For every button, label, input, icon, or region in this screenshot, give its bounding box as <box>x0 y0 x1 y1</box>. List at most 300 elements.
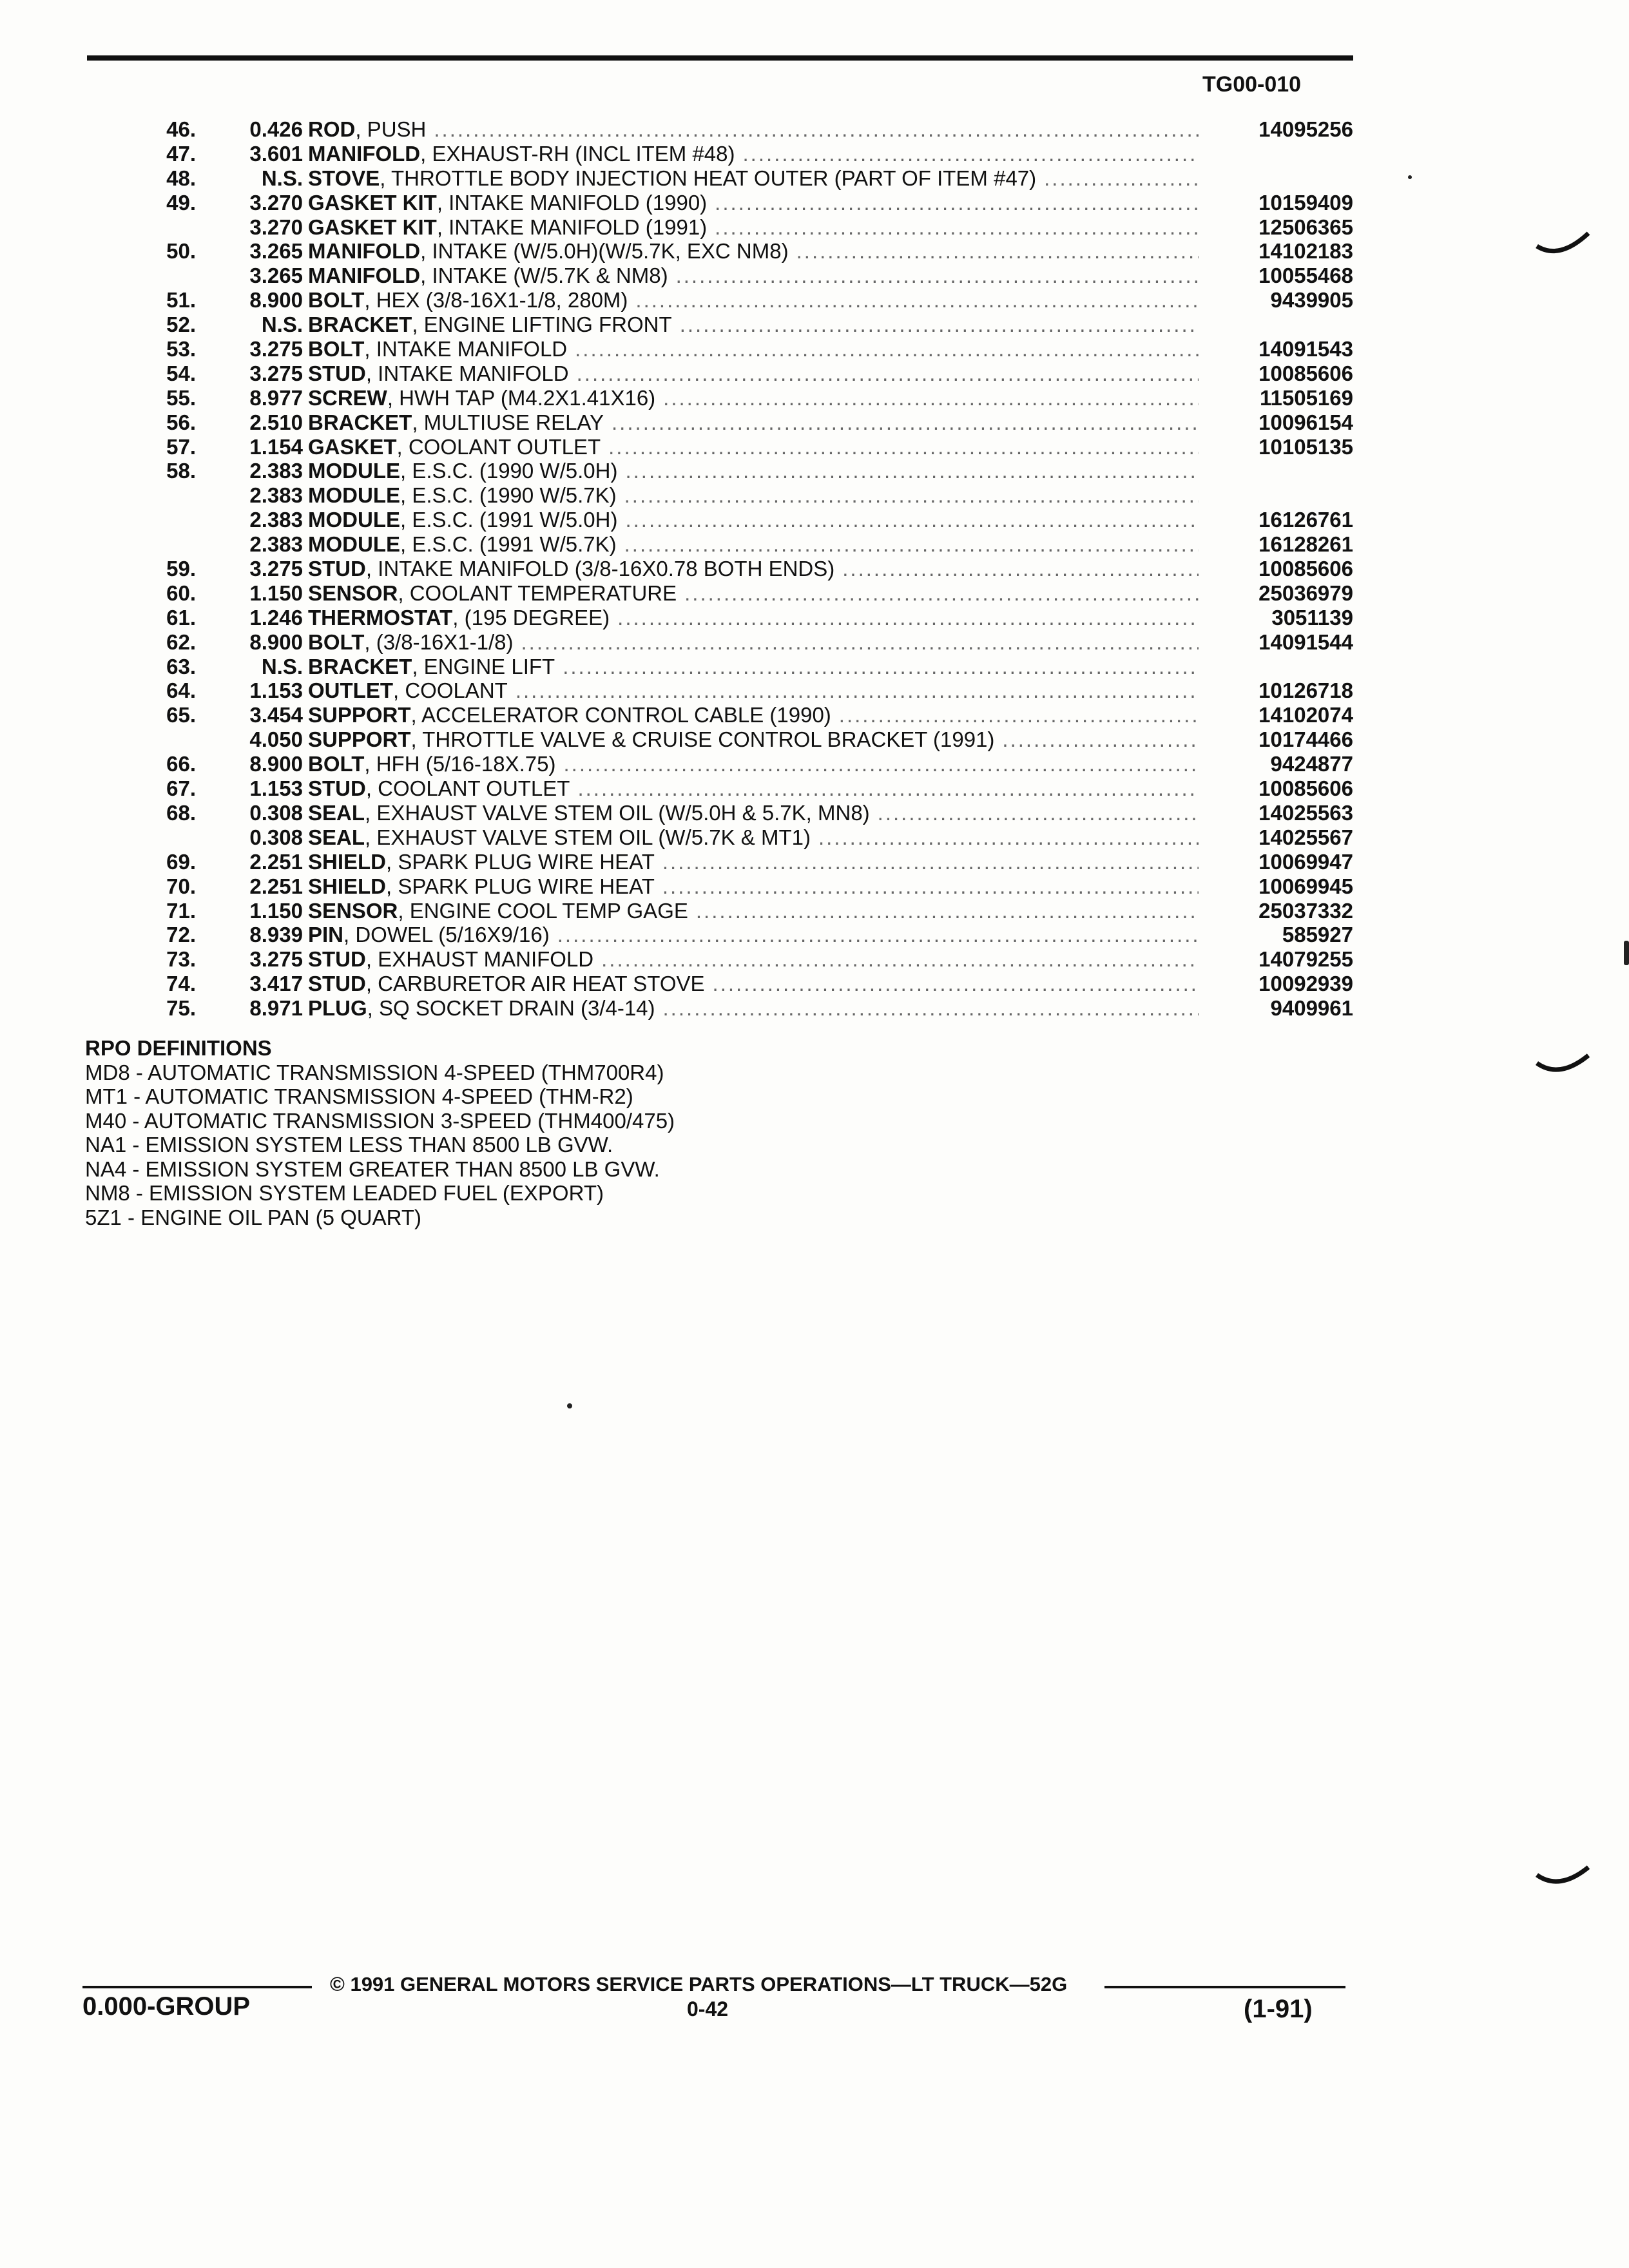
part-number: 9409961 <box>1270 996 1353 1021</box>
footer-copyright: © 1991 GENERAL MOTORS SERVICE PARTS OPERATIONS—LT TRUCK—52G <box>330 1973 1068 1995</box>
part-name: SEAL <box>308 800 365 825</box>
part-name: OUTLET <box>308 678 393 703</box>
part-detail: , EXHAUST MANIFOLD <box>365 947 594 972</box>
part-detail: , ENGINE COOL TEMP GAGE <box>398 898 688 923</box>
footer-rule-left <box>82 1986 312 1988</box>
leader-dots <box>842 557 1199 581</box>
group-number: 2.510 <box>249 410 303 434</box>
item-number: 52. <box>166 312 196 337</box>
part-description <box>308 678 1199 703</box>
group-number: 3.275 <box>249 361 303 385</box>
parts-row <box>129 630 1353 655</box>
part-detail: , E.S.C. (1991 W/5.0H) <box>400 508 618 532</box>
group-number: 8.971 <box>249 996 303 1021</box>
parts-row <box>129 288 1353 312</box>
footer-page-number: 0-42 <box>687 1997 729 2021</box>
parts-row <box>129 483 1353 508</box>
parts-row <box>129 117 1353 142</box>
part-name: THERMOSTAT <box>308 605 453 629</box>
part-description <box>308 312 1199 337</box>
group-number: 3.417 <box>249 972 303 996</box>
binder-ring-mark-2 <box>1534 1044 1592 1082</box>
group-number: 2.383 <box>249 459 303 483</box>
part-detail: , SQ SOCKET DRAIN (3/4-14) <box>367 996 655 1021</box>
part-name: BOLT <box>308 288 365 312</box>
part-detail: , PUSH <box>355 117 427 141</box>
parts-row <box>129 264 1353 288</box>
item-number: 51. <box>166 288 196 312</box>
part-detail: , COOLANT TEMPERATURE <box>398 581 677 605</box>
part-description <box>308 703 1199 727</box>
part-number: 11505169 <box>1259 385 1353 410</box>
item-number: 50. <box>166 239 196 264</box>
part-name: ROD <box>308 117 356 141</box>
leader-dots <box>663 386 1199 410</box>
part-name: GASKET <box>308 434 397 459</box>
part-detail: , COOLANT OUTLET <box>396 434 601 459</box>
part-name: BOLT <box>308 629 365 654</box>
rpo-definition-line: M40 - AUTOMATIC TRANSMISSION 3-SPEED (THM400/475) <box>85 1108 675 1133</box>
part-name: MODULE <box>308 483 400 508</box>
item-number: 66. <box>166 752 196 776</box>
part-detail: , THROTTLE VALVE & CRUISE CONTROL BRACKET (1991) <box>410 727 995 752</box>
speck <box>567 1403 572 1408</box>
part-number: 16126761 <box>1258 508 1353 532</box>
part-description <box>308 630 1199 655</box>
group-number: 3.265 <box>249 239 303 264</box>
part-description <box>308 410 1199 435</box>
item-number: 64. <box>166 678 196 703</box>
group-number: 8.900 <box>249 629 303 654</box>
part-detail: , E.S.C. (1990 W/5.7K) <box>400 483 617 508</box>
item-number: 47. <box>166 141 196 166</box>
group-number: N.S. <box>261 166 303 190</box>
group-number: N.S. <box>261 654 303 678</box>
parts-row <box>129 703 1353 727</box>
part-description <box>308 191 1199 215</box>
leader-dots <box>796 239 1199 264</box>
parts-row <box>129 361 1353 386</box>
document-code: TG00-010 <box>1202 72 1302 97</box>
item-number: 48. <box>166 166 196 190</box>
group-number: 3.275 <box>249 557 303 581</box>
part-description <box>308 996 1199 1021</box>
parts-row <box>129 312 1353 337</box>
parts-row <box>129 459 1353 483</box>
part-description <box>308 874 1199 899</box>
item-number: 67. <box>166 776 196 801</box>
part-detail: , HWH TAP (M4.2X1.41X16) <box>387 385 656 410</box>
leader-dots <box>715 215 1199 240</box>
part-name: MANIFOLD <box>308 239 421 264</box>
part-number: 10105135 <box>1258 434 1353 459</box>
rpo-definition-line: NA4 - EMISSION SYSTEM GREATER THAN 8500 LB GVW. <box>85 1157 660 1181</box>
parts-row <box>129 239 1353 264</box>
part-detail: , MULTIUSE RELAY <box>412 410 604 434</box>
part-name: BRACKET <box>308 410 412 434</box>
group-number: 3.601 <box>249 141 303 166</box>
item-number: 70. <box>166 874 196 898</box>
part-detail: , INTAKE MANIFOLD <box>365 361 569 385</box>
part-description <box>308 361 1199 386</box>
parts-row <box>129 825 1353 850</box>
parts-row <box>129 557 1353 581</box>
leader-dots <box>713 972 1199 996</box>
item-number: 68. <box>166 800 196 825</box>
part-detail: , SPARK PLUG WIRE HEAT <box>386 874 655 898</box>
part-number: 25036979 <box>1258 581 1353 605</box>
group-number: 0.308 <box>249 825 303 849</box>
rpo-definition-line: NM8 - EMISSION SYSTEM LEADED FUEL (EXPORT) <box>85 1181 604 1205</box>
part-name: MANIFOLD <box>308 141 421 166</box>
parts-row <box>129 410 1353 435</box>
part-detail: , INTAKE (W/5.0H)(W/5.7K, EXC NM8) <box>420 239 789 264</box>
parts-row <box>129 801 1353 825</box>
rpo-definition-line: 5Z1 - ENGINE OIL PAN (5 QUART) <box>85 1205 421 1229</box>
parts-row <box>129 947 1353 972</box>
part-name: GASKET KIT <box>308 215 437 239</box>
group-number: N.S. <box>261 312 303 337</box>
leader-dots <box>617 606 1199 630</box>
part-name: STUD <box>308 947 366 972</box>
part-detail: , SPARK PLUG WIRE HEAT <box>386 849 655 874</box>
part-description <box>308 923 1199 947</box>
part-detail: , (195 DEGREE) <box>452 605 610 629</box>
parts-row <box>129 776 1353 801</box>
part-detail: , THROTTLE BODY INJECTION HEAT OUTER (PART OF ITEM #47) <box>380 166 1037 190</box>
part-name: MODULE <box>308 532 400 557</box>
part-number: 14102074 <box>1258 703 1353 727</box>
part-name: SCREW <box>308 385 387 410</box>
leader-dots <box>680 312 1199 337</box>
binder-ring-mark-3 <box>1534 1856 1592 1894</box>
leader-dots <box>696 899 1199 923</box>
part-description <box>308 264 1199 288</box>
group-number: 8.977 <box>249 385 303 410</box>
parts-row <box>129 874 1353 899</box>
part-name: MODULE <box>308 508 400 532</box>
footer-rule-right <box>1104 1986 1345 1988</box>
part-description <box>308 532 1199 557</box>
part-detail: , ENGINE LIFT <box>412 654 555 678</box>
part-description <box>308 727 1199 752</box>
parts-row <box>129 142 1353 166</box>
parts-row <box>129 508 1353 532</box>
part-number: 25037332 <box>1258 898 1353 923</box>
parts-row <box>129 166 1353 191</box>
edge-mark <box>1624 941 1629 965</box>
part-description <box>308 459 1199 483</box>
part-number: 14025567 <box>1258 825 1353 849</box>
part-detail: , EXHAUST-RH (INCL ITEM #48) <box>420 141 735 166</box>
part-number: 14091543 <box>1258 337 1353 361</box>
rpo-lines <box>85 1061 675 1230</box>
leader-dots <box>516 678 1199 703</box>
part-number: 585927 <box>1282 923 1353 947</box>
leader-dots <box>1044 166 1199 191</box>
part-name: STUD <box>308 972 366 996</box>
part-detail: , INTAKE MANIFOLD (3/8-16X0.78 BOTH ENDS) <box>365 557 835 581</box>
leader-dots <box>434 117 1199 142</box>
part-description <box>308 215 1199 240</box>
part-description <box>308 752 1199 776</box>
item-number: 74. <box>166 972 196 996</box>
part-detail: , EXHAUST VALVE STEM OIL (W/5.7K & MT1) <box>365 825 811 849</box>
group-number: 3.270 <box>249 190 303 215</box>
group-number: 2.251 <box>249 849 303 874</box>
group-number: 1.153 <box>249 678 303 703</box>
item-number: 75. <box>166 996 196 1021</box>
footer-group: 0.000-GROUP <box>82 1992 251 2021</box>
leader-dots <box>624 483 1199 508</box>
part-detail: , INTAKE MANIFOLD (1991) <box>436 215 708 239</box>
part-description <box>308 899 1199 923</box>
parts-row <box>129 678 1353 703</box>
part-number: 10085606 <box>1258 557 1353 581</box>
part-number: 10069947 <box>1258 849 1353 874</box>
item-number: 72. <box>166 923 196 947</box>
parts-row <box>129 532 1353 557</box>
part-name: BRACKET <box>308 654 412 678</box>
part-detail: , INTAKE MANIFOLD <box>364 337 568 361</box>
part-detail: , HEX (3/8-16X1-1/8, 280M) <box>364 288 628 312</box>
part-name: STUD <box>308 361 366 385</box>
parts-row <box>129 923 1353 947</box>
group-number: 3.454 <box>249 703 303 727</box>
part-description <box>308 239 1199 264</box>
leader-dots <box>624 532 1199 557</box>
item-number: 53. <box>166 337 196 361</box>
rpo-definitions <box>85 1036 675 1229</box>
item-number: 55. <box>166 385 196 410</box>
item-number: 62. <box>166 629 196 654</box>
parts-row <box>129 191 1353 215</box>
part-number: 10085606 <box>1258 361 1353 385</box>
part-description <box>308 850 1199 874</box>
part-description <box>308 483 1199 508</box>
part-name: PIN <box>308 923 344 947</box>
part-name: STUD <box>308 557 366 581</box>
part-number: 14102183 <box>1258 239 1353 264</box>
parts-row <box>129 727 1353 752</box>
leader-dots <box>564 752 1199 776</box>
part-number: 10055468 <box>1258 264 1353 288</box>
part-description <box>308 776 1199 801</box>
rpo-title: RPO DEFINITIONS <box>85 1036 272 1060</box>
part-name: SHIELD <box>308 849 387 874</box>
rpo-definition-line: NA1 - EMISSION SYSTEM LESS THAN 8500 LB GVW. <box>85 1133 613 1157</box>
part-description <box>308 435 1199 459</box>
part-number: 9439905 <box>1270 288 1353 312</box>
part-number: 14079255 <box>1258 947 1353 972</box>
parts-row <box>129 850 1353 874</box>
leader-dots <box>557 923 1199 947</box>
part-description <box>308 972 1199 996</box>
part-description <box>308 581 1199 606</box>
part-detail: , INTAKE (W/5.7K & NM8) <box>420 264 668 288</box>
part-name: SENSOR <box>308 898 398 923</box>
rpo-definition-line: MT1 - AUTOMATIC TRANSMISSION 4-SPEED (THM-R2) <box>85 1084 633 1108</box>
leader-dots <box>575 337 1199 361</box>
leader-dots <box>839 703 1199 727</box>
part-number: 10085606 <box>1258 776 1353 801</box>
leader-dots <box>577 776 1199 801</box>
part-name: SEAL <box>308 825 365 849</box>
leader-dots <box>577 361 1199 386</box>
binder-ring-mark-1 <box>1534 222 1592 260</box>
leader-dots <box>662 850 1199 874</box>
part-detail: , E.S.C. (1991 W/5.7K) <box>400 532 617 557</box>
item-number: 71. <box>166 898 196 923</box>
part-description <box>308 606 1199 630</box>
group-number: 3.275 <box>249 947 303 972</box>
group-number: 1.153 <box>249 776 303 801</box>
group-number: 4.050 <box>249 727 303 752</box>
item-number: 63. <box>166 654 196 678</box>
group-number: 8.939 <box>249 923 303 947</box>
parts-row <box>129 581 1353 606</box>
top-rule <box>87 55 1353 61</box>
leader-dots <box>601 947 1199 972</box>
item-number: 61. <box>166 605 196 629</box>
group-number: 1.150 <box>249 898 303 923</box>
item-number: 54. <box>166 361 196 385</box>
leader-dots <box>715 191 1199 215</box>
parts-row <box>129 752 1353 776</box>
part-number: 14095256 <box>1258 117 1353 141</box>
part-number: 10096154 <box>1258 410 1353 434</box>
part-detail: , COOLANT <box>392 678 508 703</box>
group-number: 2.383 <box>249 508 303 532</box>
parts-list <box>129 117 1353 1021</box>
part-description <box>308 117 1199 142</box>
group-number: 2.251 <box>249 874 303 898</box>
group-number: 2.383 <box>249 483 303 508</box>
item-number: 60. <box>166 581 196 605</box>
leader-dots <box>684 581 1199 606</box>
leader-dots <box>521 630 1199 655</box>
part-detail: , INTAKE MANIFOLD (1990) <box>436 190 708 215</box>
part-name: BRACKET <box>308 312 412 337</box>
part-number: 14025563 <box>1258 800 1353 825</box>
item-number: 58. <box>166 459 196 483</box>
part-number: 9424877 <box>1270 752 1353 776</box>
leader-dots <box>676 264 1199 288</box>
part-name: STUD <box>308 776 366 801</box>
leader-dots <box>663 996 1199 1021</box>
leader-dots <box>625 459 1199 483</box>
leader-dots <box>563 655 1199 679</box>
part-description <box>308 288 1199 312</box>
part-detail: , DOWEL (5/16X9/16) <box>343 923 550 947</box>
part-name: STOVE <box>308 166 380 190</box>
part-description <box>308 557 1199 581</box>
part-number: 14091544 <box>1258 629 1353 654</box>
leader-dots <box>743 142 1199 166</box>
part-description <box>308 337 1199 361</box>
part-detail: , (3/8-16X1-1/8) <box>364 629 514 654</box>
group-number: 2.383 <box>249 532 303 557</box>
rpo-definition-line: MD8 - AUTOMATIC TRANSMISSION 4-SPEED (THM700R4) <box>85 1060 664 1084</box>
group-number: 8.900 <box>249 752 303 776</box>
leader-dots <box>635 288 1199 312</box>
group-number: 3.275 <box>249 337 303 361</box>
parts-row <box>129 215 1353 240</box>
item-number: 73. <box>166 947 196 972</box>
speck <box>1408 175 1412 179</box>
item-number: 57. <box>166 434 196 459</box>
part-name: PLUG <box>308 996 367 1021</box>
part-number: 10092939 <box>1258 972 1353 996</box>
part-description <box>308 947 1199 972</box>
part-description <box>308 655 1199 679</box>
part-name: BOLT <box>308 337 365 361</box>
parts-row <box>129 899 1353 923</box>
parts-row <box>129 606 1353 630</box>
part-number: 16128261 <box>1258 532 1353 557</box>
leader-dots <box>662 874 1199 899</box>
part-number: 10174466 <box>1258 727 1353 752</box>
item-number: 49. <box>166 190 196 215</box>
parts-row <box>129 435 1353 459</box>
part-name: MODULE <box>308 459 400 483</box>
parts-row <box>129 972 1353 996</box>
item-number: 65. <box>166 703 196 727</box>
item-number: 69. <box>166 849 196 874</box>
part-detail: , ENGINE LIFTING FRONT <box>412 312 672 337</box>
part-detail: , ACCELERATOR CONTROL CABLE (1990) <box>410 703 831 727</box>
part-detail: , HFH (5/16-18X.75) <box>364 752 556 776</box>
part-description <box>308 386 1199 410</box>
part-description <box>308 825 1199 850</box>
part-description <box>308 166 1199 191</box>
leader-dots <box>878 801 1199 825</box>
part-number: 10069945 <box>1258 874 1353 898</box>
item-number: 59. <box>166 557 196 581</box>
part-detail: , COOLANT OUTLET <box>365 776 570 801</box>
parts-row <box>129 996 1353 1021</box>
parts-row <box>129 386 1353 410</box>
part-name: SUPPORT <box>308 727 411 752</box>
group-number: 0.308 <box>249 800 303 825</box>
part-detail: , E.S.C. (1990 W/5.0H) <box>400 459 618 483</box>
part-name: SENSOR <box>308 581 398 605</box>
leader-dots <box>1002 727 1199 752</box>
group-number: 8.900 <box>249 288 303 312</box>
part-detail: , EXHAUST VALVE STEM OIL (W/5.0H & 5.7K, MN8) <box>365 800 870 825</box>
part-description <box>308 142 1199 166</box>
part-name: SHIELD <box>308 874 387 898</box>
part-number: 10159409 <box>1258 190 1353 215</box>
leader-dots <box>612 410 1199 435</box>
part-name: BOLT <box>308 752 365 776</box>
part-number: 10126718 <box>1258 678 1353 703</box>
part-detail: , CARBURETOR AIR HEAT STOVE <box>365 972 705 996</box>
group-number: 0.426 <box>249 117 303 141</box>
group-number: 1.246 <box>249 605 303 629</box>
part-name: GASKET KIT <box>308 190 437 215</box>
group-number: 1.150 <box>249 581 303 605</box>
part-number: 3051139 <box>1271 605 1353 629</box>
part-name: MANIFOLD <box>308 264 421 288</box>
group-number: 1.154 <box>249 434 303 459</box>
item-number: 56. <box>166 410 196 434</box>
item-number: 46. <box>166 117 196 141</box>
footer-date: (1-91) <box>1244 1995 1313 2023</box>
group-number: 3.270 <box>249 215 303 239</box>
leader-dots <box>625 508 1199 532</box>
part-number: 12506365 <box>1258 215 1353 239</box>
